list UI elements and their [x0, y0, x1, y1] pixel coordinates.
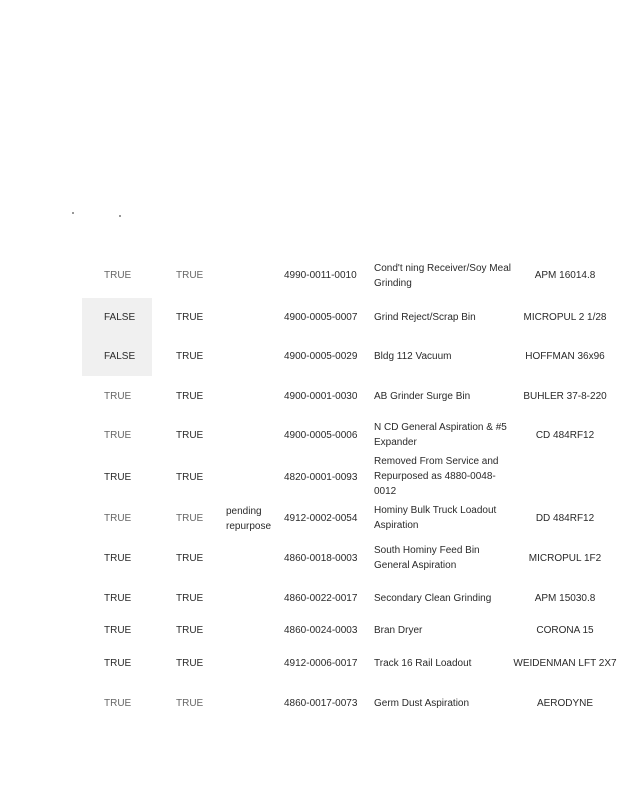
- equipment-id-cell: 4900-0005-0029: [284, 351, 358, 362]
- model-cell: CORONA 15: [536, 625, 594, 636]
- description-cell: Removed From Service and Repurposed as 4880-0048-0012: [374, 456, 499, 497]
- flag-1-cell: TRUE: [104, 593, 132, 604]
- model-cell: AERODYNE: [536, 698, 594, 709]
- equipment-id-cell: 4860-0018-0003: [284, 553, 358, 564]
- flag-2-cell: TRUE: [176, 698, 204, 709]
- flag-1-cell: TRUE: [104, 553, 132, 564]
- status-note-cell: pending repurpose: [226, 506, 272, 532]
- flag-1-cell: TRUE: [104, 513, 132, 524]
- equipment-id-cell: 4990-0011-0010: [284, 270, 357, 281]
- model-cell: APM 15030.8: [534, 593, 596, 604]
- flag-2-cell: TRUE: [176, 351, 204, 362]
- flag-1-cell: FALSE: [104, 312, 136, 323]
- equipment-id-cell: 4912-0002-0054: [284, 513, 358, 524]
- description-cell: Secondary Clean Grinding: [374, 593, 492, 604]
- description-cell: Germ Dust Aspiration: [374, 698, 470, 709]
- description-cell: Bldg 112 Vacuum: [374, 351, 452, 362]
- model-cell: BUHLER 37-8-220: [523, 391, 607, 402]
- flag-1-cell: TRUE: [104, 472, 132, 483]
- model-cell: HOFFMAN 36x96: [525, 351, 605, 362]
- description-cell: AB Grinder Surge Bin: [374, 391, 471, 402]
- description-cell: N CD General Aspiration & #5 Expander: [374, 422, 507, 448]
- flag-2-cell: TRUE: [176, 430, 204, 441]
- equipment-id-cell: 4900-0001-0030: [284, 391, 358, 402]
- flag-2-cell: TRUE: [176, 553, 204, 564]
- flag-2-cell: TRUE: [176, 513, 204, 524]
- flag-2-cell: TRUE: [176, 270, 204, 281]
- description-cell: Track 16 Rail Loadout: [374, 658, 472, 669]
- flag-1-cell: TRUE: [104, 698, 132, 709]
- model-cell: APM 16014.8: [534, 270, 596, 281]
- flag-1-cell: TRUE: [104, 625, 132, 636]
- flag-2-cell: TRUE: [176, 472, 204, 483]
- flag-2-cell: TRUE: [176, 658, 204, 669]
- equipment-id-cell: 4860-0017-0073: [284, 698, 358, 709]
- equipment-id-cell: 4900-0005-0007: [284, 312, 358, 323]
- equipment-id-cell: 4912-0006-0017: [284, 658, 358, 669]
- model-cell: MICROPUL 1F2: [528, 553, 602, 564]
- model-cell: WEIDENMAN LFT 2X7: [513, 658, 617, 669]
- equipment-id-cell: 4860-0022-0017: [284, 593, 358, 604]
- scan-speck: [72, 212, 74, 214]
- model-cell: MICROPUL 2 1/28: [523, 312, 607, 323]
- model-cell: CD 484RF12: [535, 430, 595, 441]
- description-cell: Bran Dryer: [374, 625, 423, 636]
- equipment-id-cell: 4820-0001-0093: [284, 472, 358, 483]
- flag-1-cell: TRUE: [104, 391, 132, 402]
- flag-1-cell: TRUE: [104, 270, 132, 281]
- description-cell: South Hominy Feed Bin General Aspiration: [374, 545, 480, 571]
- scan-speck: [119, 215, 121, 217]
- flag-1-cell: TRUE: [104, 658, 132, 669]
- equipment-id-cell: 4900-0005-0006: [284, 430, 358, 441]
- description-cell: Hominy Bulk Truck Loadout Aspiration: [374, 505, 497, 531]
- equipment-id-cell: 4860-0024-0003: [284, 625, 358, 636]
- model-cell: DD 484RF12: [535, 513, 595, 524]
- flag-1-cell: FALSE: [104, 351, 136, 362]
- flag-2-cell: TRUE: [176, 593, 204, 604]
- description-cell: Cond't ning Receiver/Soy Meal Grinding: [374, 263, 511, 289]
- flag-1-cell: TRUE: [104, 430, 132, 441]
- flag-2-cell: TRUE: [176, 312, 204, 323]
- description-cell: Grind Reject/Scrap Bin: [374, 312, 476, 323]
- flag-2-cell: TRUE: [176, 391, 204, 402]
- flag-2-cell: TRUE: [176, 625, 204, 636]
